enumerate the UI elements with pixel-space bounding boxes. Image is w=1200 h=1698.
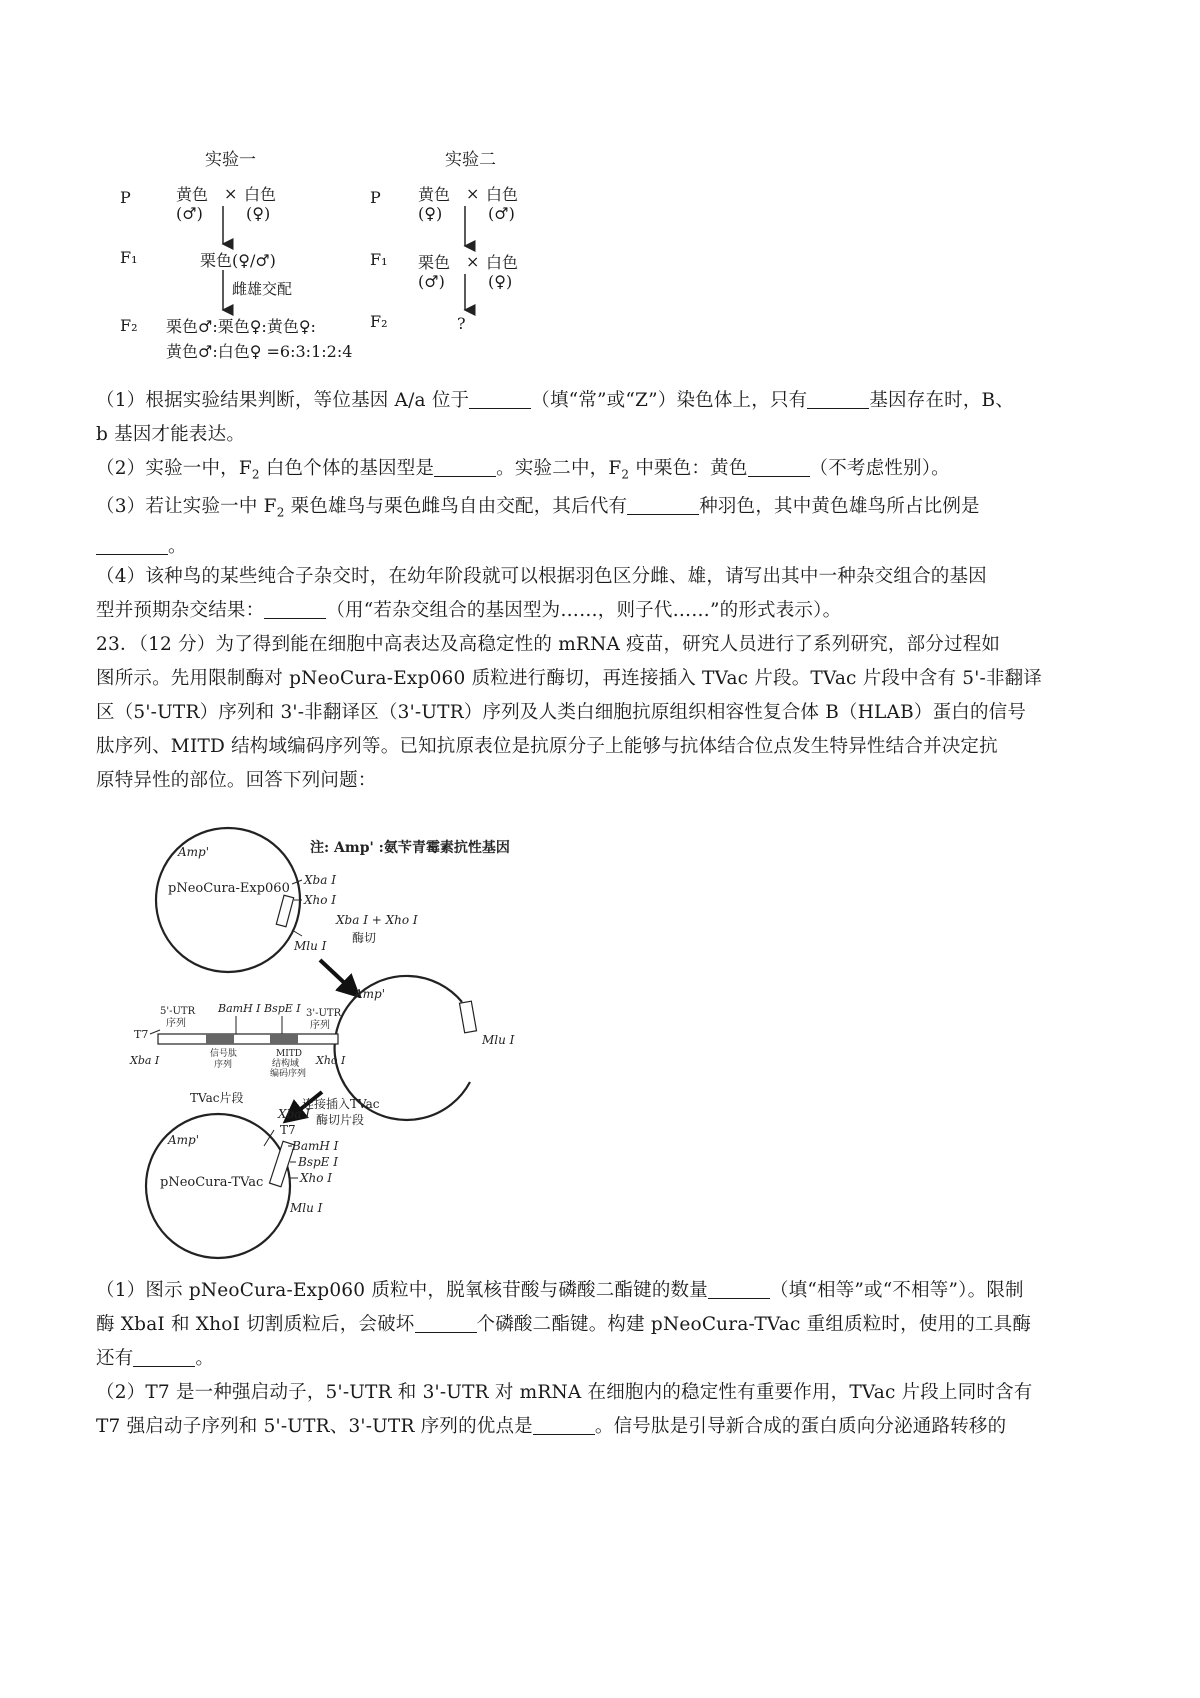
- exp2-f2: ?: [457, 314, 466, 333]
- signal-seq-label: 序列: [214, 1060, 233, 1070]
- xho-label-3: Xho I: [300, 1171, 333, 1185]
- exp1-times: ×: [224, 184, 238, 203]
- mlu-label-1: Mlu I: [294, 939, 327, 953]
- bam-label-1: BamH I: [218, 1002, 261, 1015]
- q23-intro: 23．（12 分）为了得到能在细胞中高表达及高稳定性的 mRNA 疫苗，研究人员进行了系列研究，部分过程如 图所示。先用限制酶对 pNeoCura-Exp060 质粒进行酶切，再连接插入 TVac 片段。TVac 片段中含有 5'-非翻译 区（5'-UTR）序列和 3'-非翻译区（3'-UTR）序列及人类白细胞抗原组织相容性复合体 B（HLAB）蛋白的信号 肽序列、MITD 结构域编码序列等。已知抗原表位是抗原分子上能够与抗体结合位点发生特异性结合并决定抗 原特异性的部位。回答下列问题：: [96, 634, 1043, 791]
- answer-blank[interactable]: [415, 1312, 477, 1333]
- exp1-mating: 雌雄交配: [232, 280, 293, 298]
- exp2-f1-left: 栗色: [418, 253, 451, 272]
- exp1-p-left-sex: (♂): [176, 204, 203, 223]
- opened-end-marker: [459, 1001, 476, 1033]
- answer-blank[interactable]: [627, 494, 699, 515]
- answer-blank[interactable]: [708, 1278, 770, 1299]
- exp2-gen-p: P: [370, 188, 381, 207]
- t7-label-1: T7: [134, 1028, 149, 1041]
- utr3-seq-label: 序列: [310, 1020, 330, 1031]
- exp1-gen-p: P: [120, 188, 131, 207]
- answer-blank[interactable]: [807, 388, 869, 409]
- exp2-p-right-sex: (♂): [488, 204, 515, 223]
- bam-label-2: BamH I: [292, 1139, 339, 1153]
- exp2-f1-left-sex: (♂): [418, 272, 445, 291]
- plasmid-diagram: [0, 0, 600, 1260]
- bsp-label-1: BspE I: [264, 1002, 301, 1015]
- exp1-p-right: 白色: [244, 185, 277, 204]
- ligate-label-2: 酶切片段: [316, 1113, 365, 1127]
- q23-part1: （1）图示 pNeoCura-Exp060 质粒中，脱氧核苷酸与磷酸二酯键的数量 （填“相等”或“不相等”）。限制 酶 XbaI 和 XhoI 切割质粒后，会破坏 个磷酸二酯键。构建 pNeoCura-TVac 重组质粒时，使用的工具酶 还有 。: [96, 1280, 1032, 1369]
- amp-label-3: Amp': [168, 1133, 200, 1147]
- mitd-block: [270, 1034, 298, 1044]
- tvac-label: TVac片段: [190, 1091, 244, 1105]
- xho-label-1: Xho I: [304, 893, 337, 907]
- exp1-f1: 栗色(♀/♂): [200, 251, 276, 270]
- mitd-label: MITD: [276, 1049, 302, 1059]
- signal-label: 信号肽: [210, 1049, 238, 1059]
- digest-arrow: [320, 960, 352, 990]
- bsp-label-2: BspE I: [298, 1155, 338, 1169]
- mlu-label-2: Mlu I: [482, 1033, 515, 1047]
- exp2-p-right: 白色: [486, 185, 519, 204]
- enzyme-combo-label: Xba I + Xho I: [336, 913, 418, 927]
- exp1-f2-line1: 栗色♂:栗色♀:黄色♀:: [166, 317, 316, 336]
- q23-part2: （2）T7 是一种强启动子，5'-UTR 和 3'-UTR 对 mRNA 在细胞内的稳定性有重要作用，TVac 片段上同时含有 T7 强启动子序列和 5'-UTR、3'-UTR 序列的优点是 。信号肽是引导新合成的蛋白质向分泌通路转移的: [96, 1382, 1033, 1437]
- exp2-times: ×: [466, 184, 480, 203]
- q22-part3: （3）若让实验一中 $F_2$ 栗色雄鸟与栗色雌鸟自由交配，其后代有 种羽色，其中黄色雄鸟所占比例是 。: [96, 496, 980, 557]
- exp1-p-right-sex: (♀): [246, 204, 271, 223]
- utr5-seq-label: 序列: [166, 1018, 186, 1029]
- exp2-f1-times: ×: [466, 252, 480, 271]
- answer-blank[interactable]: [533, 1414, 595, 1435]
- xho-label-2: Xho I: [316, 1054, 346, 1067]
- exp1-title: 实验一: [205, 150, 256, 170]
- t7-label-2: T7: [280, 1123, 296, 1137]
- exp2-f1-right: 白色: [486, 253, 519, 272]
- exp2-gen-f2: F₂: [370, 312, 388, 331]
- q22-part4: （4）该种鸟的某些纯合子杂交时，在幼年阶段就可以根据羽色区分雌、雄，请写出其中一种杂交组合的基因 型并预期杂交结果： （用“若杂交组合的基因型为……，则子代……”的形式表示）。: [96, 566, 987, 621]
- xba-label-2: Xba I: [130, 1054, 160, 1067]
- xba-label-3: Xba I: [278, 1107, 310, 1121]
- answer-blank[interactable]: [133, 1346, 195, 1367]
- q22-part2: （2）实验一中，$F_2$ 白色个体的基因型是 。实验二中，$F_2$ 中栗色：黄色 （不考虑性别）。: [96, 458, 950, 482]
- digest-label: 酶切: [352, 931, 377, 945]
- mitd-domain-label: 结构域: [272, 1059, 300, 1069]
- tvac-fragment-bar: [158, 1034, 338, 1044]
- exp2-f1-right-sex: (♀): [488, 272, 513, 291]
- answer-blank[interactable]: [748, 456, 810, 477]
- amp-label-2: Amp': [354, 987, 386, 1001]
- exp1-p-left: 黄色: [176, 185, 209, 204]
- plasmid-exp060-label: pNeoCura-Exp060: [168, 881, 290, 896]
- plasmid-tvac-label: pNeoCura-TVac: [160, 1175, 264, 1190]
- exp1-f2-line2: 黄色♂:白色♀ =6:3:1:2:4: [166, 342, 353, 361]
- amp-label-1: Amp': [178, 845, 210, 859]
- q22-part1: （1）根据实验结果判断，等位基因 A/a 位于 （填“常”或“Z”）染色体上，只有 基因存在时，B、 b 基因才能表达。: [96, 390, 1015, 445]
- exp1-gen-f1: F₁: [120, 248, 138, 267]
- insert-site-marker: [276, 895, 293, 927]
- utr3-label: 3'-UTR: [306, 1008, 342, 1019]
- utr5-label: 5'-UTR: [160, 1006, 196, 1017]
- xba-label-1: Xba I: [304, 873, 336, 887]
- exp1-gen-f2: F₂: [120, 316, 138, 335]
- ligate-label-1: 连接插入TVac: [302, 1097, 380, 1111]
- plasmid-note: 注: Amp' :氨苄青霉素抗性基因: [310, 840, 510, 856]
- exp2-p-left-sex: (♀): [418, 204, 443, 223]
- mlu-label-3: Mlu I: [290, 1201, 323, 1215]
- exp2-gen-f1: F₁: [370, 250, 388, 269]
- exp2-title: 实验二: [445, 150, 496, 170]
- exp2-p-left: 黄色: [418, 185, 451, 204]
- mitd-code-label: 编码序列: [270, 1069, 307, 1079]
- signal-peptide-block: [206, 1034, 234, 1044]
